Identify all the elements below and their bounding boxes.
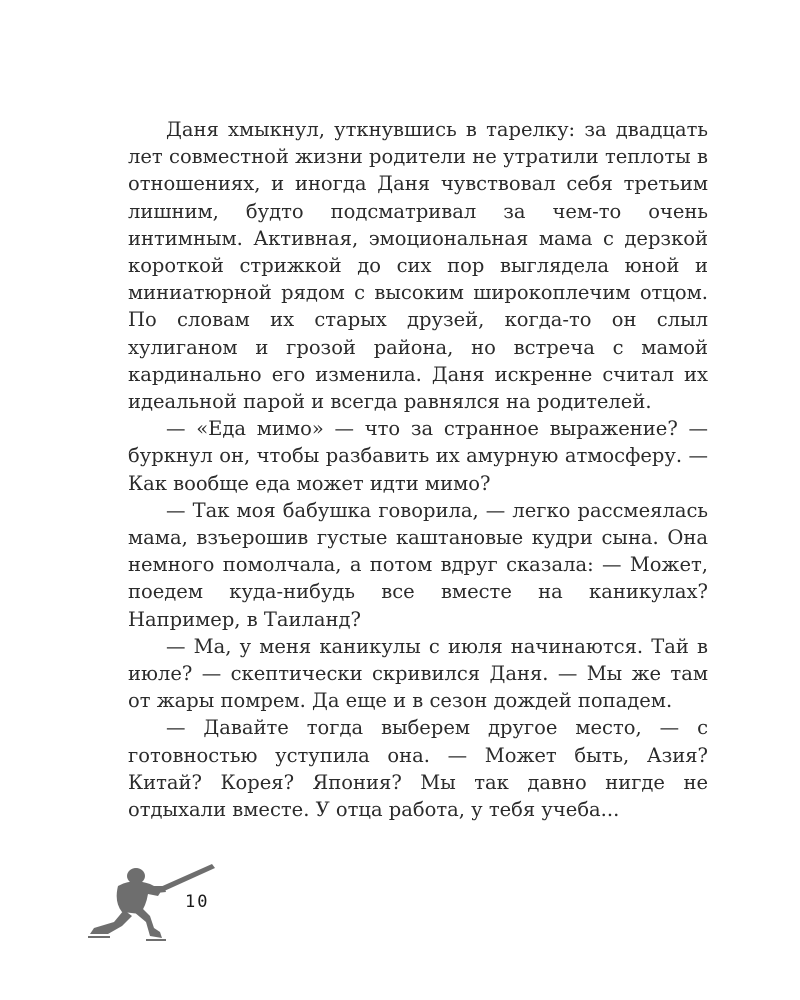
body-text (128, 116, 708, 823)
paragraph-2: — «Еда мимо» — что за странное выражение? — буркнул он, чтобы разбавить их амурную атмосферу. — Как вообще еда может идти мимо? (128, 417, 708, 495)
paragraph-1: Даня хмыкнул, уткнувшись в тарелку: за двадцать лет совместной жизни родители не утратили теплоты в отношениях, и иногда Даня чувствовал себя третьим лишним, будто подсматривал за чем-то очень интимным. Активная, эмоциональная мама с дерзкой короткой стрижкой до сих пор выглядела юной и миниатюрной рядом с высоким широкоплечим отцом. По словам их старых друзей, когда-то он слыл хулиганом и грозой района, но встреча с мамой кардинально его изменила. Даня искренне считал их идеальной парой и всегда равнялся на родителей. (128, 118, 708, 414)
paragraph-5: — Давайте тогда выберем другое место, — с готовностью уступила она. — Может быть, Азия? Китай? Корея? Япония? Мы так давно нигде не отдыхали вместе. У отца работа, у тебя учеба... (128, 716, 708, 822)
paragraph-3: — Так моя бабушка говорила, — легко рассмеялась мама, взъерошив густые каштановые кудри сына. Она немного помолчала, а потом вдруг сказала: — Может, поедем куда-нибудь все вместе на каникулах? Например, в Таиланд? (128, 498, 708, 631)
page-footer (88, 862, 248, 942)
paragraph-4: — Ма, у меня каникулы с июля начинаются. Тай в июле? — скептически скривился Даня. — Мы же там от жары помрем. Да еще и в сезон дождей попадем. (128, 634, 708, 713)
page-number: 10 (182, 892, 212, 912)
